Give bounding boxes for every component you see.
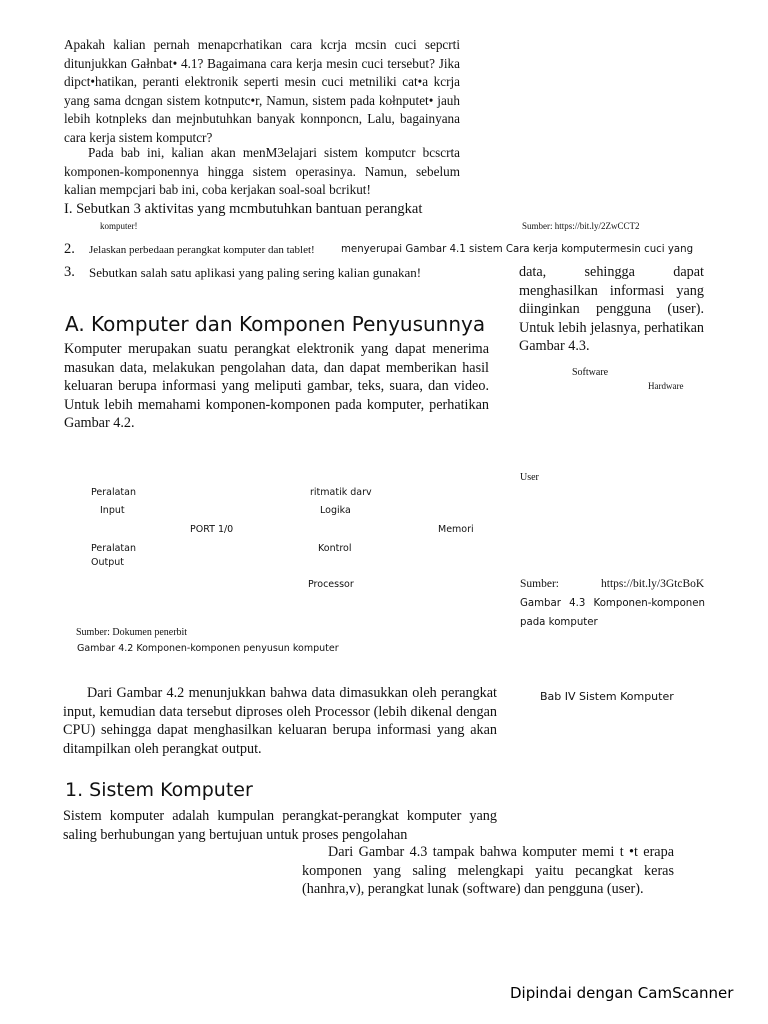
paragraph-gambar-4-3: Dari Gambar 4.3 tampak bahwa komputer memi t •t erapa komponen yang saling melengkapi yaitu pecangkat keras (hanhra,v), perangkat lunak (software) dan pengguna (user). xyxy=(302,844,674,898)
question-1-number: I. xyxy=(64,201,73,217)
section-a-paragraph: Komputer merupakan suatu perangkat elektronik yang dapat menerima masukan data, melakukan pengolahan data, dan dapat memberikan hasil keluaran berupa informasi yang meliputi gambar, teks, suara, dan video. Untuk lebih memahami komponen-komponen pada komputer, perhatikan Gambar 4.2. xyxy=(64,341,489,432)
diagram-aritmatika-label: ritmatik darv xyxy=(310,487,372,498)
right-column-paragraph: data, sehingga dapat menghasilkan informasi yang diinginkan pengguna (user). Untuk lebih jelasnya, perhatikan Gambar 4.3. xyxy=(519,264,704,355)
paragraph-gambar-4-2: Dari Gambar 4.2 menunjukkan bahwa data dimasukkan oleh perangkat input, kemudian data tersebut diproses oleh Processor (lebih dikenal dengan CPU) sehingga dapat menghasilkan keluaran berupa informasi yang akan ditampilkan oleh perangkat output. xyxy=(63,685,497,757)
intro-paragraph-2: Pada bab ini, kalian akan menM3elajari sistem komputcr bcscrta komponen-komponennya hingga sistem operasinya. Namun, sebelum kalian mempcjari bab ini, coba kerjakan soal-soal bcrikut! xyxy=(64,145,460,197)
question-3-number: 3. xyxy=(64,264,75,280)
heading-sistem-komputer: 1. Sistem Komputer xyxy=(65,779,253,801)
caption-gambar-4-2: Gambar 4.2 Komponen-komponen penyusun komputer xyxy=(77,643,339,654)
question-3-text: Sebutkan salah satu aplikasi yang paling sering kalian gunakan! xyxy=(89,265,422,280)
diagram-logika-label: Logika xyxy=(320,505,351,516)
diagram-processor-label: Processor xyxy=(308,579,354,590)
intro-paragraph-1: Apakah kalian pernah menapcrhatikan cara kcrja mcsin cuci sepcrti ditunjukkan Gałnbat• 4.1? Bagaimana cara kerja mesin cuci tersebut? Jika dipct•hatikan, peranti elektronik seperti mesin cuci metniliki cat•a kcrja yang sama dcngan sistem kotnputc•r, Namun, sistem pada kołnputet• jauh lebih kotnpleks dan mejnbutuhkan banyak konnponcn, Lalu, bagainyana cara kerja sistem komputcr? xyxy=(64,37,460,145)
diagram-port-label: PORT 1/0 xyxy=(190,524,234,535)
question-2-number: 2. xyxy=(64,241,75,257)
section-a-heading: A. Komputer dan Komponen Penyusunnya xyxy=(65,312,486,336)
caption-gambar-4-3: Gambar 4.3 Komponen-komponen pada komputer xyxy=(520,598,705,628)
paragraph-sistem-komputer: Sistem komputer adalah kumpulan perangkat-perangkat komputer yang saling berhubungan yang bertujuan untuk proses pengolahan xyxy=(63,808,497,843)
question-1-continuation: komputer! xyxy=(100,221,138,231)
overlap-text-line: menyerupai Gambar 4.1 sistem Cara kerja komputermesin cuci yang xyxy=(341,244,694,255)
chapter-label: Bab IV Sistem Komputer xyxy=(540,690,674,703)
diagram-input-label: Input xyxy=(100,505,125,516)
diagram-kontrol-label: Kontrol xyxy=(318,543,352,554)
source-gambar-4-3-url: https://bit.ly/3GtcBoK xyxy=(601,578,705,590)
camscanner-watermark: Dipindai dengan CamScanner xyxy=(510,984,734,1002)
source-gambar-4-1: Sumber: https://bit.ly/2ZwCCT2 xyxy=(522,221,640,231)
diagram-output-label: Output xyxy=(91,557,124,568)
question-1 xyxy=(64,201,422,218)
question-2-text: Jelaskan perbedaan perangkat komputer dan tablet! xyxy=(89,244,315,256)
diagram-peralatan-output-label: Peralatan xyxy=(91,543,136,554)
label-user: User xyxy=(520,472,539,483)
diagram-memori-label: Memori xyxy=(438,524,474,535)
label-hardware: Hardware xyxy=(648,381,684,391)
label-software: Software xyxy=(572,367,609,378)
diagram-peralatan-input-label: Peralatan xyxy=(91,487,136,498)
question-1-text: Sebutkan 3 aktivitas yang mcmbutuhkan bantuan perangkat xyxy=(76,201,423,217)
source-gambar-4-2: Sumber: Dokumen penerbit xyxy=(76,627,188,638)
source-gambar-4-3-label: Sumber: xyxy=(520,578,559,590)
